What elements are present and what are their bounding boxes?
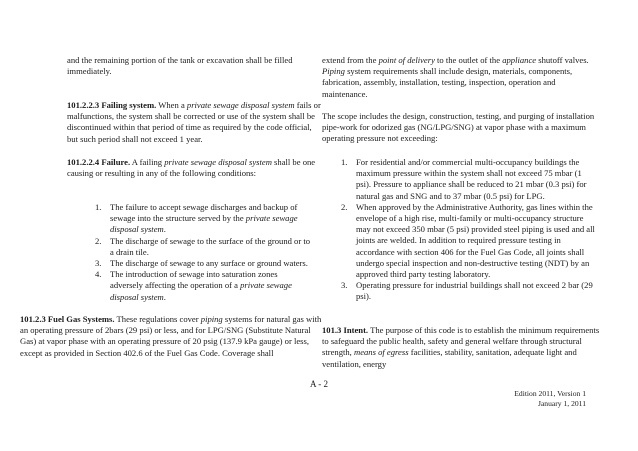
list-item: 3. The discharge of sewage to any surface or ground waters.	[95, 258, 308, 269]
page-number: A - 2	[310, 379, 328, 389]
left-continuation-paragraph: and the remaining portion of the tank or excavation shall be filled immediately.	[67, 55, 293, 77]
edition-date: January 1, 2011	[537, 399, 586, 408]
edition-info	[514, 389, 586, 409]
section-heading: 101.2.3 Fuel Gas Systems.	[20, 314, 115, 324]
section-101-2-2-3: 101.2.2.3 Failing system. When a private sewage disposal system fails or malfunctions, the system shall be corrected or use of the system shall be discontinued within that period of time as required by the code official, but such period shall not exceed 1 year.	[67, 100, 321, 144]
section-101-3: 101.3 Intent. The purpose of this code is to establish the minimum requirements to safeguard the public health, safety and general welfare through structural strength, means of egress facilities, stability, sanitation, adequate light and ventilation, energy	[322, 325, 600, 369]
pressure-limits-list	[341, 157, 597, 303]
section-heading: 101.2.2.3 Failing system.	[67, 100, 157, 110]
list-item: 1. The failure to accept sewage discharges and backup of sewage into the structure served by the private sewage disposal system.	[95, 202, 298, 235]
edition-label: Edition 2011, Version 1	[514, 389, 586, 398]
section-101-2-3: 101.2.3 Fuel Gas Systems. These regulations cover piping systems for natural gas with an operating pressure of 2bars (29 psi) or less, and for LPG/SNG (Substitute Natural Gas) at vapor phase with an operating pressure of 20 psig (137.9 kPa gauge) or less, except as provided in Section 402.6 of the Fuel Gas Code. Coverage shall	[20, 314, 322, 358]
section-heading: 101.3 Intent.	[322, 325, 369, 335]
section-heading: 101.2.2.4 Failure.	[67, 157, 131, 167]
failure-conditions-list	[95, 202, 311, 303]
list-item: 3. Operating pressure for industrial buildings shall not exceed 2 bar (29 psi).	[341, 280, 593, 302]
list-item: 2. The discharge of sewage to the surface of the ground or to a drain tile.	[95, 235, 311, 257]
scope-paragraph: The scope includes the design, construction, testing, and purging of installation pipe-work for odorized gas (NG/LPG/SNG) at vapor phase with a maximum operating pressure not exceeding:	[322, 111, 595, 144]
list-item: 2. When approved by the Administrative Authority, gas lines within the envelope of a high rise, multi-family or multi-occupancy structure may not exceed 350 mbar (5 psi) provided steel piping is used and all joints are welded. In addition to required pressure testing in accordance with section 406 for the Fuel Gas Code, all joints shall undergo special inspection and non-destructive testing (NDT) by an approved third party testing laboratory.	[341, 201, 595, 280]
list-item: 1. For residential and/or commercial multi-occupancy buildings the maximum pressure within the system shall not exceed 75 mbar (1 psi). Pressure to appliance shall be reduced to 21 mbar (0.3 psi) for natural gas and SNG and to 37 mbar (0.5 psi) for LPG.	[341, 157, 587, 201]
section-101-2-2-4: 101.2.2.4 Failure. A failing private sewage disposal system shall be one causing or resulting in any of the following conditions:	[67, 157, 316, 179]
list-item: 4. The introduction of sewage into saturation zones adversely affecting the operation of a private sewage disposal system.	[95, 269, 292, 302]
right-continuation-paragraph: extend from the point of delivery to the outlet of the appliance shutoff valves. Piping system requirements shall include design, materials, components, fabrication, assembly, installation, testing, inspection, operation and maintenance.	[322, 55, 589, 99]
